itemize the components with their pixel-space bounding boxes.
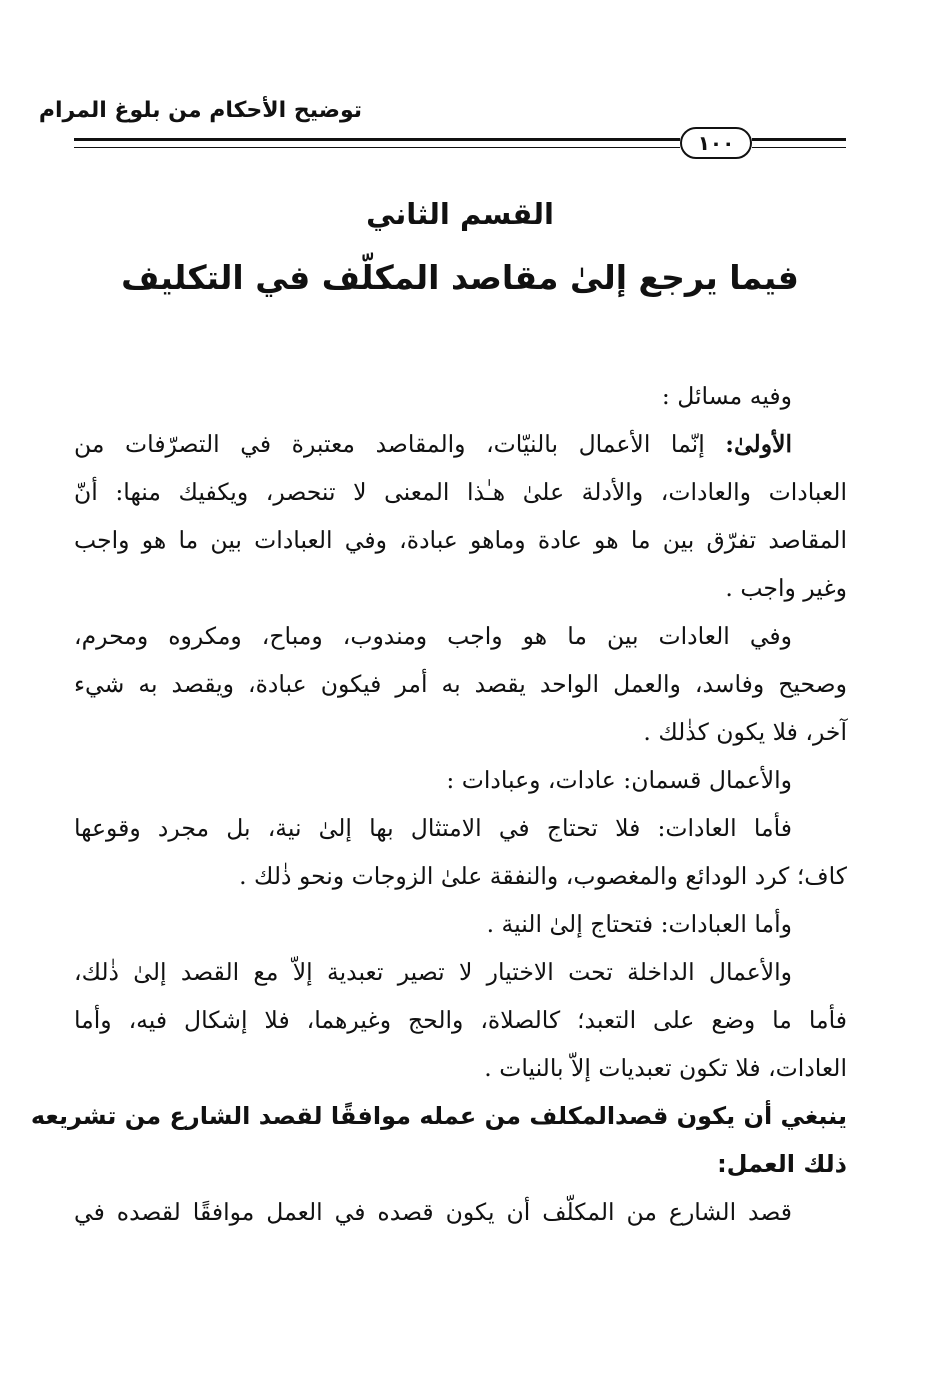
text-line [74, 516, 847, 564]
section-subtitle: فيما يرجع إلىٰ مقاصد المكلّف في التكليف [121, 258, 799, 297]
page-number: ١٠٠ [680, 127, 752, 159]
line-text: العادات، فلا تكون تعبديات إلاّ بالنيات . [484, 1054, 847, 1082]
line-text: وغير واجب . [725, 574, 847, 602]
text-line [74, 1044, 847, 1092]
line-text: والأعمال قسمان: عادات، وعبادات : [446, 766, 792, 794]
line-text: إنّما الأعمال بالنيّات، والمقاصد معتبرة في التصرّفات من [74, 430, 726, 458]
line-text: وفيه مسائل : [661, 382, 792, 410]
header-rule-thin-right [752, 147, 846, 148]
text-line [74, 852, 847, 900]
line-text: وصحيح وفاسد، والعمل الواحد يقصد به أمر فيكون عبادة، ويقصد به شيء [74, 670, 847, 698]
header-rule-thick-left [74, 138, 680, 141]
text-line [74, 900, 847, 948]
text-line [74, 948, 847, 996]
header-rule-thin-left [74, 147, 680, 148]
line-text: فأما ما وضع على التعبد؛ كالصلاة، والحج وغيرهما، فلا إشكال فيه، وأما [74, 1006, 847, 1034]
text-line [74, 756, 847, 804]
text-line [74, 996, 847, 1044]
line-text: ينبغي أن يكون قصدالمكلف من عمله موافقًا لقصد الشارع من تشريعه [30, 1102, 847, 1130]
line-text: قصد الشارع من المكلّف أن يكون قصده في العمل موافقًا لقصده في [74, 1198, 792, 1226]
text-line [74, 372, 847, 420]
text-line [74, 804, 847, 852]
line-text: كاف؛ كرد الودائع والمغصوب، والنفقة علىٰ الزوجات ونحو ذٰلك . [239, 862, 847, 890]
header-rule-thick-right [752, 138, 846, 141]
text-line [74, 1188, 847, 1236]
text-line [74, 564, 847, 612]
text-line [74, 708, 847, 756]
line-text: وفي العادات بين ما هو واجب ومندوب، ومباح، ومكروه ومحرم، [74, 622, 792, 650]
section-title: القسم الثاني [366, 197, 554, 231]
text-line [74, 468, 847, 516]
line-text: ذلك العمل: [717, 1150, 847, 1178]
body-text [30, 372, 847, 1236]
line-text: وأما العبادات: فتحتاج إلىٰ النية . [486, 910, 792, 938]
line-text: فأما العادات: فلا تحتاج في الامتثال بها إلىٰ نية، بل مجرد وقوعها [74, 814, 792, 842]
line-text: المقاصد تفرّق بين ما هو عادة وماهو عبادة، وفي العبادات بين ما هو واجب [74, 526, 847, 554]
text-line [74, 420, 847, 468]
text-line [74, 612, 847, 660]
line-text: والأعمال الداخلة تحت الاختيار لا تصير تعبدية إلاّ مع القصد إلىٰ ذٰلك، [74, 958, 792, 986]
line-text: العبادات والعادات، والأدلة علىٰ هـٰذا المعنى لا تنحصر، ويكفيك منها: أنّ [74, 478, 847, 506]
text-line [30, 1092, 847, 1140]
running-header-title: توضيح الأحكام من بلوغ المرام [38, 98, 362, 123]
line-text: آخر، فلا يكون كذٰلك . [643, 718, 847, 746]
text-line [74, 1140, 847, 1188]
text-line [74, 660, 847, 708]
issue-label: الأولىٰ: [725, 430, 792, 458]
